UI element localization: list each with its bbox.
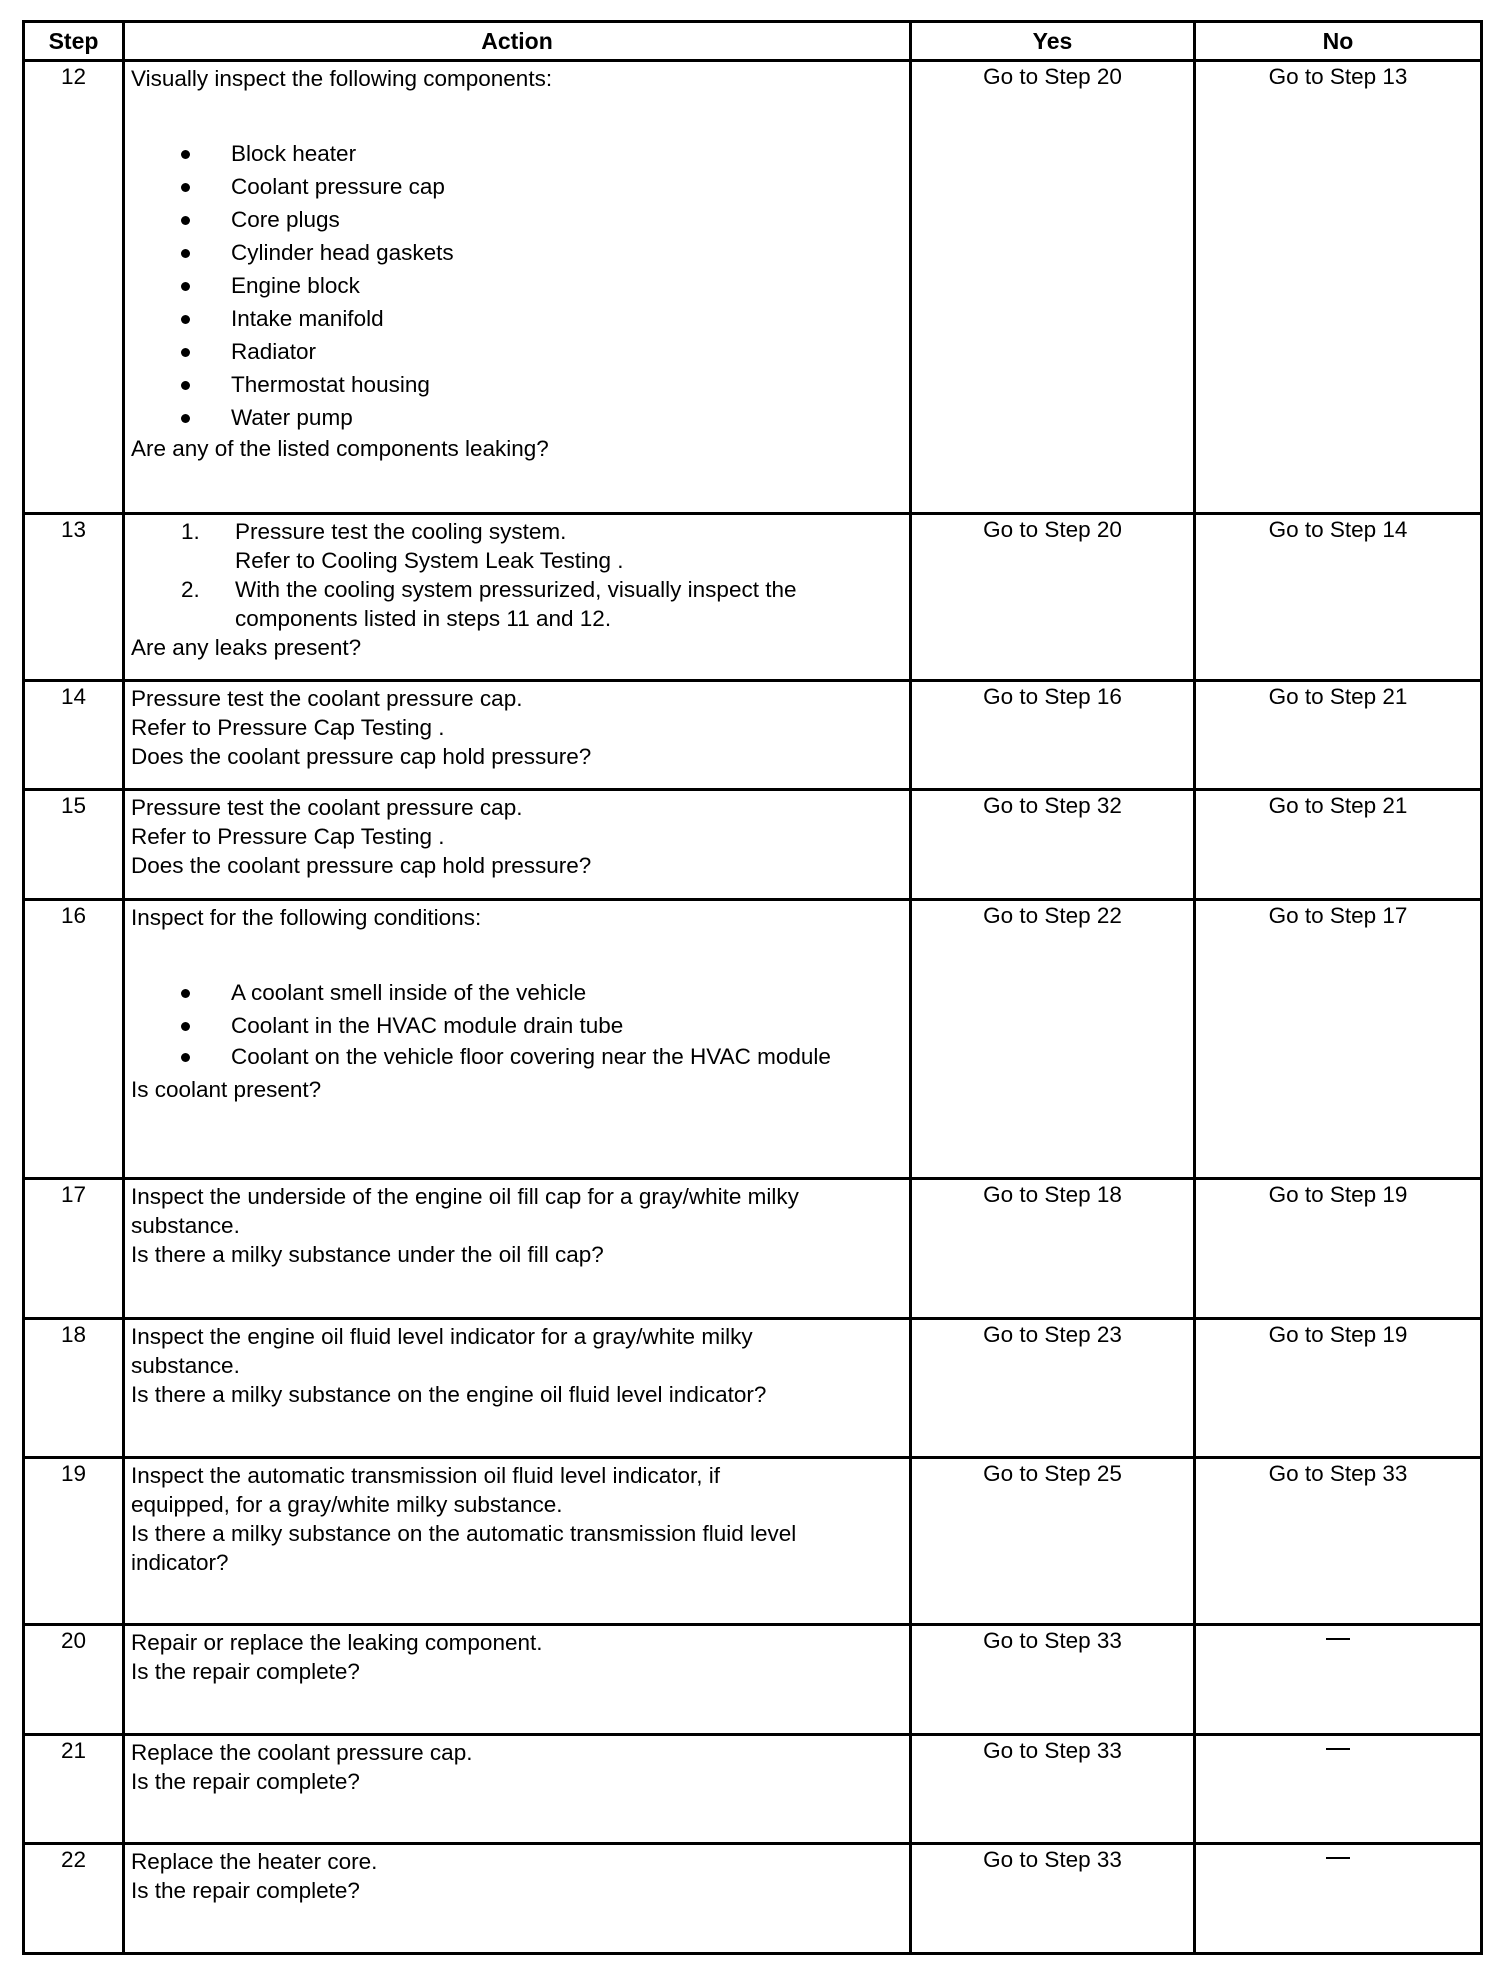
yes-cell (911, 1179, 1195, 1319)
action-question: Is the repair complete? (131, 1878, 360, 1903)
bullet-icon (181, 348, 190, 357)
action-text: Inspect the automatic transmission oil fluid level indicator, if equipped, for a gray/white milky substance. (131, 1463, 721, 1517)
step-number: 14 (24, 681, 124, 790)
table-row (24, 1735, 1482, 1844)
step-number: 12 (24, 61, 124, 514)
yes-link: Go to Step 16 (983, 684, 1122, 709)
action-text: Pressure test the coolant pressure cap. (131, 795, 523, 820)
list-item: Core plugs (131, 203, 903, 236)
action-text: Replace the heater core. (131, 1849, 378, 1874)
step-number: 19 (24, 1458, 124, 1625)
yes-cell (911, 681, 1195, 790)
action-intro: Inspect for the following conditions: (131, 905, 482, 930)
list-item: 2. With the cooling system pressurized, visually inspect the components listed in steps 11 and 12. (181, 577, 797, 631)
no-cell (1195, 1319, 1482, 1458)
bullet-icon (181, 150, 190, 159)
yes-cell (911, 1625, 1195, 1735)
action-question: Does the coolant pressure cap hold pressure? (131, 744, 592, 769)
action-text: Repair or replace the leaking component. (131, 1630, 543, 1655)
table-row (24, 1458, 1482, 1625)
action-cell (124, 1625, 911, 1735)
bullet-icon (181, 282, 190, 291)
action-question: Are any leaks present? (131, 635, 362, 660)
list-item: Radiator (131, 335, 903, 368)
bullet-icon (181, 1022, 190, 1031)
bullet-icon (181, 989, 190, 998)
yes-link: Go to Step 20 (983, 517, 1122, 542)
yes-cell (911, 1319, 1195, 1458)
list-item: Block heater (131, 137, 903, 170)
yes-link: Go to Step 33 (983, 1738, 1122, 1763)
list-item: Thermostat housing (131, 368, 903, 401)
table-row (24, 681, 1482, 790)
action-cell (124, 1179, 911, 1319)
table-row (24, 61, 1482, 514)
list-item: Coolant pressure cap (131, 170, 903, 203)
action-text: Replace the coolant pressure cap. (131, 1740, 473, 1765)
table-row (24, 514, 1482, 681)
yes-link: Go to Step 18 (983, 1182, 1122, 1207)
yes-link: Go to Step 32 (983, 793, 1122, 818)
action-question: Is there a milky substance on the automatic transmission fluid level indicator? (131, 1521, 797, 1575)
no-link: Go to Step 13 (1268, 64, 1408, 89)
yes-link: Go to Step 33 (983, 1847, 1122, 1872)
no-answer-dash (1326, 1748, 1350, 1750)
action-question: Are any of the listed components leaking? (131, 436, 549, 461)
condition-list (131, 976, 903, 1075)
action-cell (124, 61, 911, 514)
component-list (131, 137, 903, 434)
table-row (24, 1625, 1482, 1735)
bullet-icon (181, 315, 190, 324)
bullet-icon (181, 216, 190, 225)
header-yes: Yes (911, 22, 1195, 61)
no-cell (1195, 681, 1482, 790)
no-link: Go to Step 33 (1268, 1461, 1408, 1486)
no-answer-dash (1326, 1638, 1350, 1640)
step-number: 21 (24, 1735, 124, 1844)
step-number: 20 (24, 1625, 124, 1735)
no-link: Go to Step 17 (1268, 903, 1408, 928)
list-item: 1. Pressure test the cooling system. Refer to Cooling System Leak Testing . (181, 519, 624, 573)
yes-cell (911, 61, 1195, 514)
action-question: Is the repair complete? (131, 1659, 360, 1684)
step-number: 22 (24, 1844, 124, 1954)
action-cell (124, 790, 911, 900)
table-row (24, 900, 1482, 1179)
action-cell (124, 1319, 911, 1458)
list-item: Coolant on the vehicle floor covering near the HVAC module (131, 1042, 903, 1075)
action-question: Does the coolant pressure cap hold pressure? (131, 853, 592, 878)
step-number: 17 (24, 1179, 124, 1319)
action-cell (124, 1844, 911, 1954)
list-item: Water pump (131, 401, 903, 434)
yes-cell (911, 790, 1195, 900)
action-text: Inspect the underside of the engine oil fill cap for a gray/white milky substance. (131, 1184, 799, 1238)
table-row (24, 790, 1482, 900)
bullet-icon (181, 1053, 190, 1062)
action-intro: Visually inspect the following components: (131, 66, 553, 91)
action-text: Pressure test the coolant pressure cap. (131, 686, 523, 711)
no-cell (1195, 61, 1482, 514)
yes-link: Go to Step 20 (983, 64, 1122, 89)
yes-cell (911, 1735, 1195, 1844)
yes-link: Go to Step 23 (983, 1322, 1122, 1347)
bullet-icon (181, 249, 190, 258)
no-cell (1195, 900, 1482, 1179)
bullet-icon (181, 183, 190, 192)
header-row (24, 22, 1482, 61)
list-item: Engine block (131, 269, 903, 302)
yes-cell (911, 1458, 1195, 1625)
action-text: Inspect the engine oil fluid level indicator for a gray/white milky substance. (131, 1324, 753, 1378)
list-item: Intake manifold (131, 302, 903, 335)
no-cell (1195, 1735, 1482, 1844)
yes-cell (911, 514, 1195, 681)
action-cell (124, 1458, 911, 1625)
diagnostic-table (22, 20, 1483, 1955)
table-row (24, 1179, 1482, 1319)
no-link: Go to Step 21 (1268, 793, 1408, 818)
action-question: Is coolant present? (131, 1077, 322, 1102)
step-number: 18 (24, 1319, 124, 1458)
header-step: Step (24, 22, 124, 61)
no-cell (1195, 790, 1482, 900)
diagnostic-page (22, 20, 1480, 1955)
list-item: A coolant smell inside of the vehicle (131, 976, 903, 1009)
action-cell (124, 900, 911, 1179)
table-row (24, 1844, 1482, 1954)
header-no: No (1195, 22, 1482, 61)
action-reference: Refer to Pressure Cap Testing . (131, 715, 445, 740)
numbered-steps (131, 517, 903, 633)
header-action: Action (124, 22, 911, 61)
list-item: Cylinder head gaskets (131, 236, 903, 269)
list-item: Coolant in the HVAC module drain tube (131, 1009, 903, 1042)
no-link: Go to Step 19 (1268, 1322, 1408, 1347)
yes-cell (911, 900, 1195, 1179)
no-link: Go to Step 14 (1268, 517, 1408, 542)
action-cell (124, 681, 911, 790)
step-number: 13 (24, 514, 124, 681)
step-number: 16 (24, 900, 124, 1179)
no-link: Go to Step 21 (1268, 684, 1408, 709)
action-question: Is there a milky substance on the engine oil fluid level indicator? (131, 1382, 767, 1407)
action-reference: Refer to Pressure Cap Testing . (131, 824, 445, 849)
no-cell (1195, 1844, 1482, 1954)
yes-cell (911, 1844, 1195, 1954)
action-question: Is the repair complete? (131, 1769, 360, 1794)
no-answer-dash (1326, 1857, 1350, 1859)
bullet-icon (181, 414, 190, 423)
bullet-icon (181, 381, 190, 390)
table-row (24, 1319, 1482, 1458)
no-cell (1195, 1625, 1482, 1735)
yes-link: Go to Step 22 (983, 903, 1122, 928)
action-cell (124, 514, 911, 681)
step-number: 15 (24, 790, 124, 900)
no-cell (1195, 1179, 1482, 1319)
no-cell (1195, 514, 1482, 681)
action-cell (124, 1735, 911, 1844)
yes-link: Go to Step 25 (983, 1461, 1122, 1486)
no-link: Go to Step 19 (1268, 1182, 1408, 1207)
action-question: Is there a milky substance under the oil fill cap? (131, 1242, 604, 1267)
yes-link: Go to Step 33 (983, 1628, 1122, 1653)
no-cell (1195, 1458, 1482, 1625)
